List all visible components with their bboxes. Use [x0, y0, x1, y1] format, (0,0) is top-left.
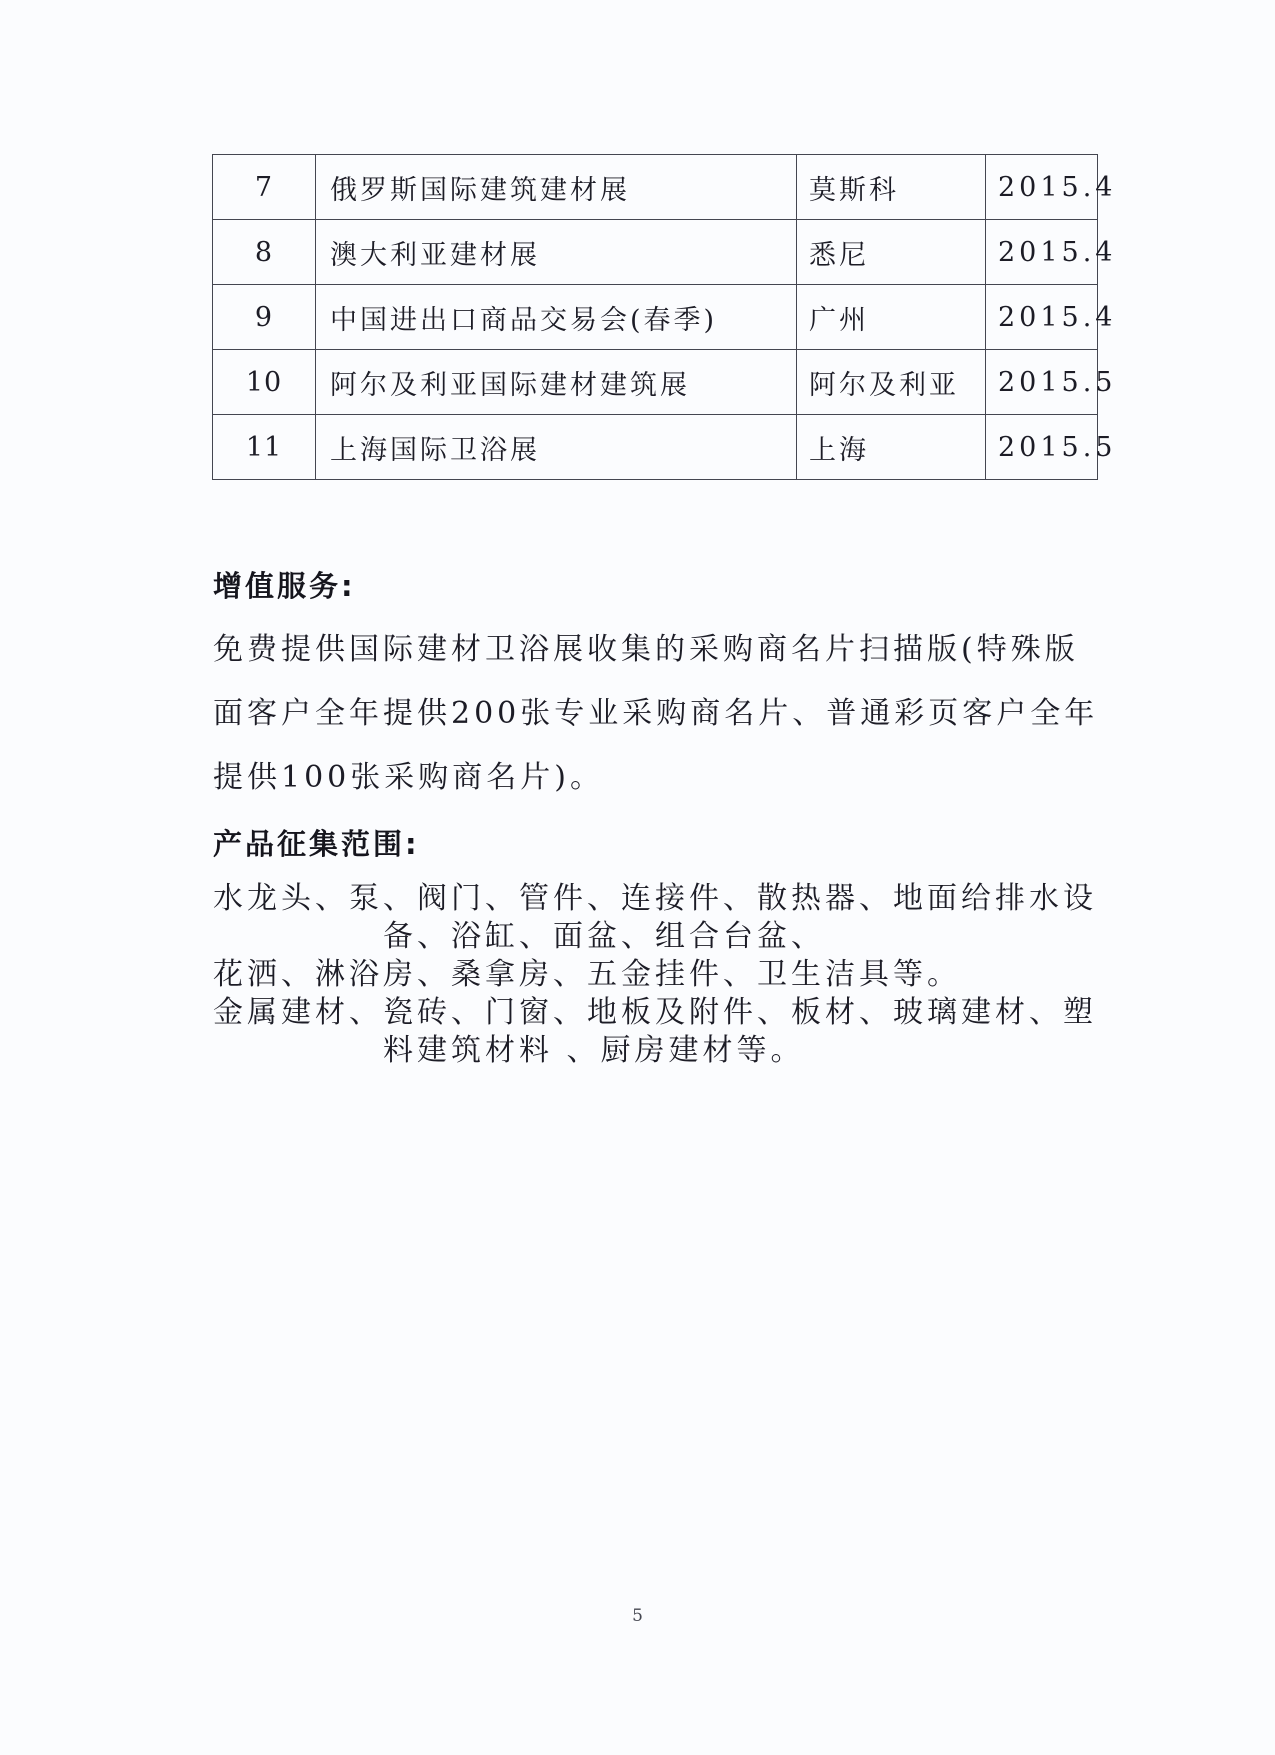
exhibition-date: 2015.5	[986, 415, 1098, 480]
exhibition-name: 中国进出口商品交易会(春季)	[316, 285, 797, 350]
row-number: 9	[213, 285, 316, 350]
products-line: 花洒、淋浴房、桑拿房、五金挂件、卫生洁具等。	[213, 957, 961, 992]
exhibition-city: 莫斯科	[797, 155, 986, 220]
exhibition-city: 上海	[797, 415, 986, 480]
services-heading: 增值服务:	[213, 569, 356, 603]
exhibition-name: 俄罗斯国际建筑建材展	[316, 155, 797, 220]
table-row	[213, 220, 1098, 285]
exhibition-city: 阿尔及利亚	[797, 350, 986, 415]
exhibition-name: 阿尔及利亚国际建材建筑展	[316, 350, 797, 415]
exhibition-table	[212, 154, 1117, 480]
exhibition-date: 2015.4	[986, 285, 1098, 350]
exhibition-date: 2015.4	[986, 155, 1098, 220]
row-number: 11	[213, 415, 316, 480]
row-number: 8	[213, 220, 316, 285]
services-paragraph	[213, 618, 1099, 810]
row-number: 10	[213, 350, 316, 415]
exhibition-date: 2015.4	[986, 220, 1098, 285]
table-row	[213, 285, 1098, 350]
products-line: 金属建材、瓷砖、门窗、地板及附件、板材、玻璃建材、塑	[213, 995, 1097, 1030]
table-row	[213, 415, 1098, 480]
page-number: 5	[632, 1606, 643, 1626]
products-line: 水龙头、泵、阀门、管件、连接件、散热器、地面给排水设	[213, 881, 1097, 916]
table-row	[213, 155, 1098, 220]
exhibition-date: 2015.5	[986, 350, 1098, 415]
row-number: 7	[213, 155, 316, 220]
products-paragraph	[213, 880, 1097, 1070]
exhibition-name: 澳大利亚建材展	[316, 220, 797, 285]
services-line: 提供100张采购商名片)。	[213, 760, 604, 795]
exhibition-name: 上海国际卫浴展	[316, 415, 797, 480]
exhibition-city: 广州	[797, 285, 986, 350]
services-line: 面客户全年提供200张专业采购商名片、普通彩页客户全年	[213, 696, 1099, 731]
products-heading: 产品征集范围:	[213, 827, 420, 861]
table-row	[213, 350, 1098, 415]
exhibition-city: 悉尼	[797, 220, 986, 285]
products-line: 备、浴缸、面盆、组合台盆、	[383, 919, 825, 954]
products-line: 料建筑材料 、厨房建材等。	[383, 1033, 805, 1068]
services-line: 免费提供国际建材卫浴展收集的采购商名片扫描版(特殊版	[213, 632, 1079, 667]
